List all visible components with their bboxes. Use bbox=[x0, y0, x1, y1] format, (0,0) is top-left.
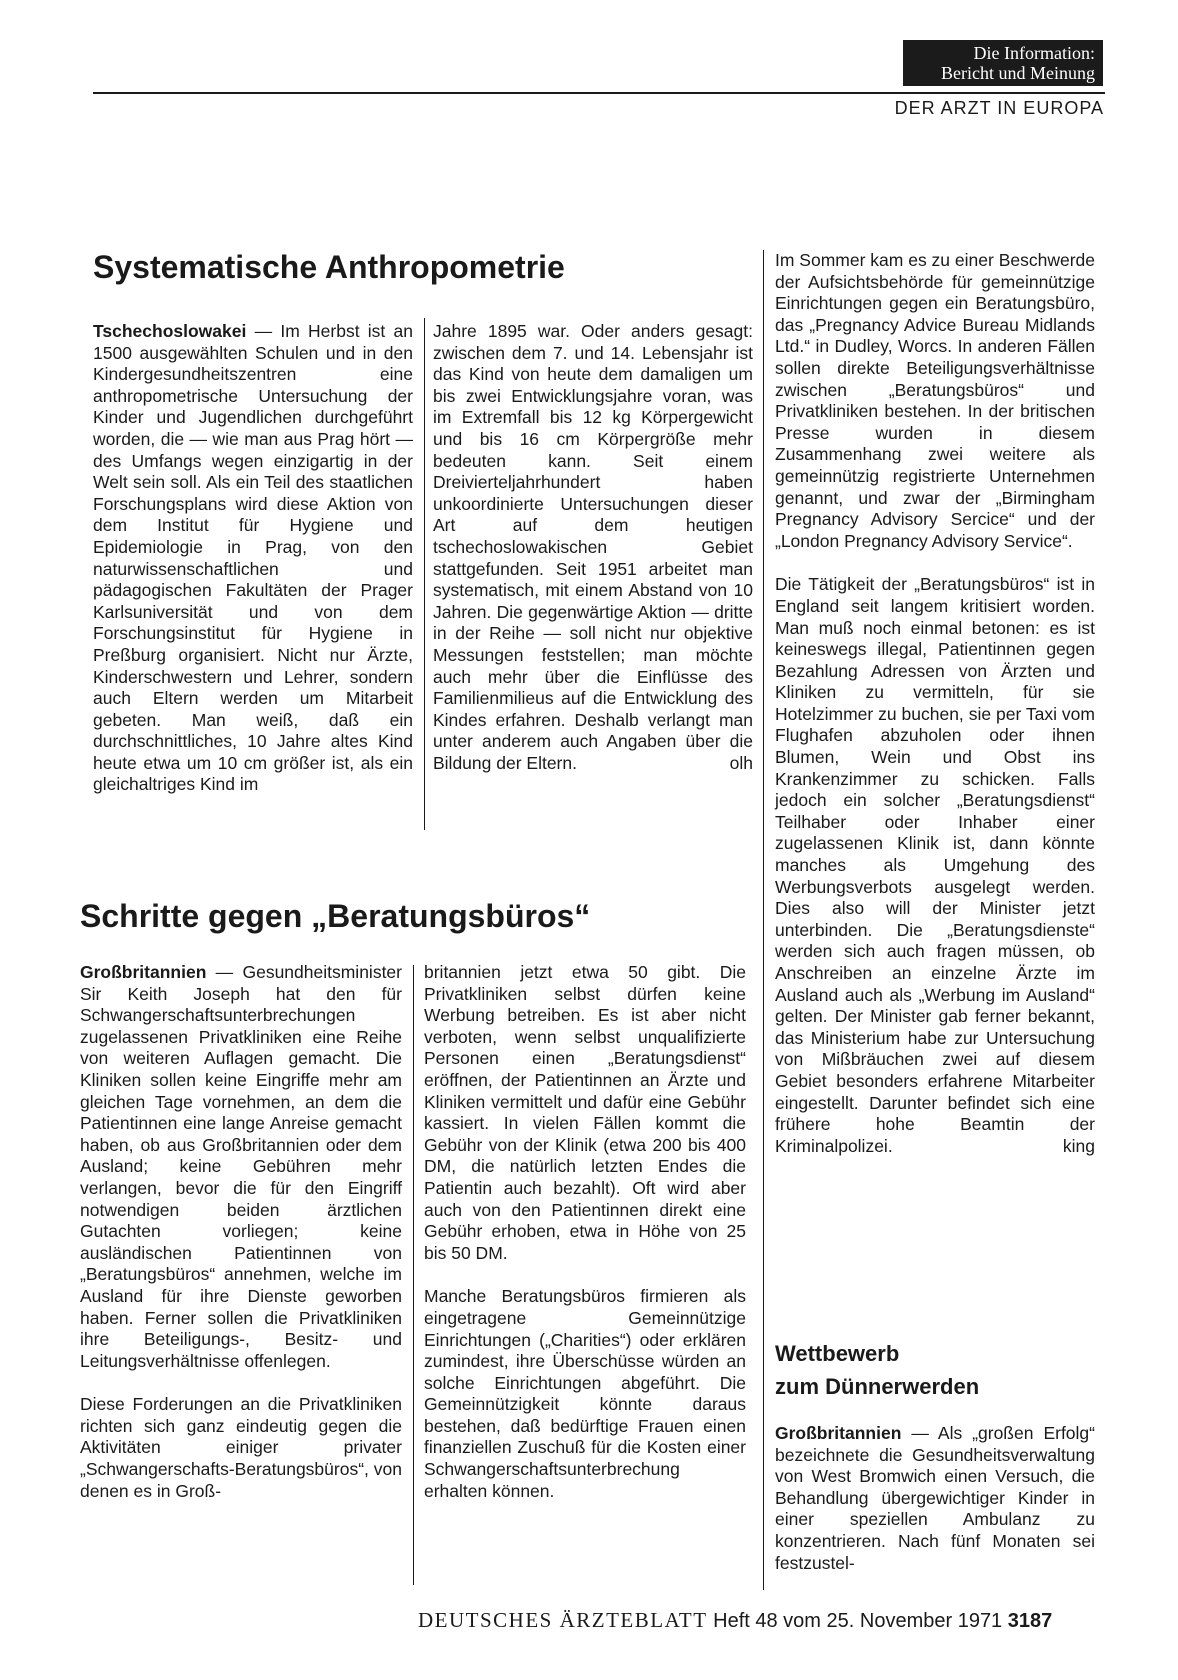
article-3-dateline: Großbritannien bbox=[775, 1423, 902, 1443]
article-1-paragraph bbox=[93, 321, 413, 796]
page-number: 3187 bbox=[1007, 1610, 1053, 1632]
issue-info: Heft 48 vom 25. November 1971 bbox=[713, 1610, 1003, 1632]
article-2-column-3 bbox=[775, 250, 1095, 1157]
article-1-col1-text: — Im Herbst ist an 1500 ausgewählten Schulen und in den Kindergesundheitszentren eine anthropometrische Untersuchung der Kinder und Jugendlichen durchgeführt worden, die — wie man aus Prag hört — des Umfangs wegen einzigartig in der Welt sein soll. Als ein Teil des staatlichen Forschungsplans wird diese Aktion von dem Institut für Hygiene und Epidemiologie in Prag, von den naturwissenschaftlichen und pädagogischen Fakultäten der Prager Karlsuniversität und von dem Forschungsinstitut für Hygiene in Preßburg organisiert. Nicht nur Ärzte, Kinderschwestern und Lehrer, sondern auch Eltern werden um Mitarbeit gebeten. Man weiß, daß ein durchschnittliches, 10 Jahre altes Kind heute etwa um 10 cm größer ist, als ein gleichaltriges Kind im bbox=[93, 321, 413, 795]
article-2-column-1 bbox=[80, 962, 402, 1502]
article-1-title: Systematische Anthropometrie bbox=[93, 249, 565, 285]
article-1-column-1 bbox=[93, 321, 413, 796]
article-3-text: — Als „großen Erfolg“ bezeichnete die Gesundheitsverwaltung von West Bromwich einen Versuch, die Behandlung übergewichtiger Kinder in einer speziellen Ambulanz zu konzentrieren. Nach fünf Monaten sei festzustel- bbox=[775, 1423, 1095, 1573]
article-3-title bbox=[775, 1337, 1095, 1403]
article-1-col2-text: Jahre 1895 war. Oder anders gesagt: zwischen dem 7. und 14. Lebensjahr ist das Kind von heute dem damaligen um bis zwei Entwicklungsjahre voran, was im Extremfall bis 12 kg Körpergewicht und bis 16 cm Körpergröße mehr bedeuten kann. Seit einem Dreivierteljahrhundert haben unkoordinierte Untersuchungen dieser Art auf dem heutigen tschechoslowakischen Gebiet stattgefunden. Seit 1951 arbeitet man systematisch, mit einem Abstand von 10 Jahren. Die gegenwärtige Aktion — dritte in der Reihe — soll nicht nur objektive Messungen feststellen; man möchte auch mehr über die Einflüsse des Familienmilieus auf die Entwicklung des Kindes erfahren. Deshalb verlangt man unter anderem auch Angaben über die Bildung der Eltern. bbox=[433, 321, 753, 773]
article-2-col2-p1: britannien jetzt etwa 50 gibt. Die Privatkliniken selbst dürfen keine Werbung betreiben. Es ist aber nicht verboten, wenn selbst unqualifizierte Personen einen „Beratungsdienst“ eröffnen, der Patientinnen an Ärzte und Kliniken vermittelt und dafür eine Gebühr kassiert. In vielen Fällen kommt die Gebühr von der Klinik (etwa 200 bis 400 DM, die natürlich letzten Endes die Patientin auch bezahlt). Oft wird aber auch von den Patientinnen direkt eine Gebühr erhoben, etwa in Höhe von 25 bis 50 DM. bbox=[424, 962, 746, 1263]
article-1-signature: olh bbox=[729, 752, 753, 773]
badge-line-2: Bericht und Meinung bbox=[941, 63, 1095, 83]
article-3-paragraph bbox=[775, 1423, 1095, 1574]
article-2-column-2 bbox=[424, 962, 746, 1502]
article-3-column bbox=[775, 1423, 1095, 1574]
article-2-paragraph bbox=[80, 962, 402, 1372]
article-1-paragraph bbox=[433, 321, 753, 774]
section-title: DER ARZT IN EUROPA bbox=[894, 98, 1104, 118]
article-2-dateline: Großbritannien bbox=[80, 962, 207, 982]
column-divider bbox=[424, 318, 425, 830]
article-2-col2-p2: Manche Beratungsbüros firmieren als eingetragene Gemeinnützige Einrichtungen („Charities“) oder erklären zumindest, ihre Überschüsse würden an solche Einrichtungen abgeführt. Die Gemeinnützigkeit könnte daraus bestehen, daß bedürftige Frauen einen finanziellen Zuschuß für die Kosten einer Schwangerschaftsunterbrechung erhalten können. bbox=[424, 1286, 746, 1501]
header-rule bbox=[93, 92, 1105, 94]
magazine-name: DEUTSCHES ÄRZTEBLATT bbox=[418, 1608, 708, 1632]
category-badge bbox=[903, 40, 1103, 86]
badge-line-1: Die Information: bbox=[973, 43, 1095, 63]
article-2-col3-p1: Im Sommer kam es zu einer Beschwerde der Aufsichtsbehörde für gemeinnützige Einrichtungen gegen ein Beratungsbüro, das „Pregnancy Advice Bureau Midlands Ltd.“ in Dudley, Worcs. In anderen Fällen sollen direkte Beteiligungsverhältnisse zwischen „Beratungsbüros“ und Privatkliniken bestehen. In der britischen Presse wurden in diesem Zusammenhang zwei weitere als gemeinnützig registrierte Unternehmen genannt, und zwar der „Birmingham Pregnancy Advisory Sercice“ und der „London Pregnancy Advisory Service“. bbox=[775, 250, 1095, 551]
article-2-signature: king bbox=[1062, 1135, 1095, 1156]
column-divider bbox=[413, 965, 414, 1585]
article-2-paragraph bbox=[775, 574, 1095, 1157]
article-1-dateline: Tschechoslowakei bbox=[93, 321, 247, 341]
article-2-col1-p1: — Gesundheitsminister Sir Keith Joseph hat den für Schwangerschaftsunterbrechungen zugelassenen Privatkliniken eine Reihe von weiteren Auflagen gemacht. Die Kliniken sollen keine Eingriffe mehr am gleichen Tage vornehmen, an dem die Patientinnen eine lange Anreise gemacht haben, ob aus Großbritannien oder dem Ausland; keine Gebühren mehr verlangen, bevor die für den Eingriff notwendigen beiden ärztlichen Gutachten vorliegen; keine ausländischen Patientinnen von „Beratungsbüros“ annehmen, welche im Ausland für ihre Dienste geworben haben. Ferner sollen die Privatkliniken ihre Beteiligungs-, Besitz- und Leitungsverhältnisse offenlegen. bbox=[80, 962, 402, 1371]
page-footer bbox=[418, 1608, 1052, 1633]
article-3-title-line-2: zum Dünnerwerden bbox=[775, 1374, 980, 1399]
column-divider bbox=[763, 250, 764, 1590]
article-2-title: Schritte gegen „Beratungsbüros“ bbox=[80, 898, 591, 934]
article-3-title-line-1: Wettbewerb bbox=[775, 1341, 900, 1366]
article-2-col1-p2: Diese Forderungen an die Privatkliniken richten sich ganz eindeutig gegen die Aktivitäten einiger privater „Schwangerschafts-Beratungsbüros“, von denen es in Groß- bbox=[80, 1394, 402, 1501]
article-2-col3-p2: Die Tätigkeit der „Beratungsbüros“ ist in England seit langem kritisiert worden. Man muß noch einmal betonen: es ist keineswegs illegal, Patientinnen gegen Bezahlung Adressen von Ärzten und Kliniken zu vermitteln, für sie Hotelzimmer zu buchen, sie per Taxi vom Flughafen abzuholen oder ihnen Blumen, Wein und Obst ins Krankenzimmer zu schicken. Falls jedoch ein solcher „Beratungsdienst“ Teilhaber oder Inhaber einer zugelassenen Klinik ist, dann könnte manches als Umgehung des Werbungsverbots ausgelegt werden. Dies also will der Minister jetzt unterbinden. Die „Beratungsdienste“ werden sich auch fragen müssen, ob Anschreiben an einzelne Ärzte im Ausland auch als „Werbung im Ausland“ gelten. Der Minister gab ferner bekannt, das Ministerium habe zur Untersuchung von Mißbräuchen zwei auf diesem Gebiet besonders erfahrene Mitarbeiter eingestellt. Darunter befindet sich eine frühere hohe Beamtin der Kriminalpolizei. bbox=[775, 574, 1095, 1156]
article-1-column-2 bbox=[433, 321, 753, 774]
